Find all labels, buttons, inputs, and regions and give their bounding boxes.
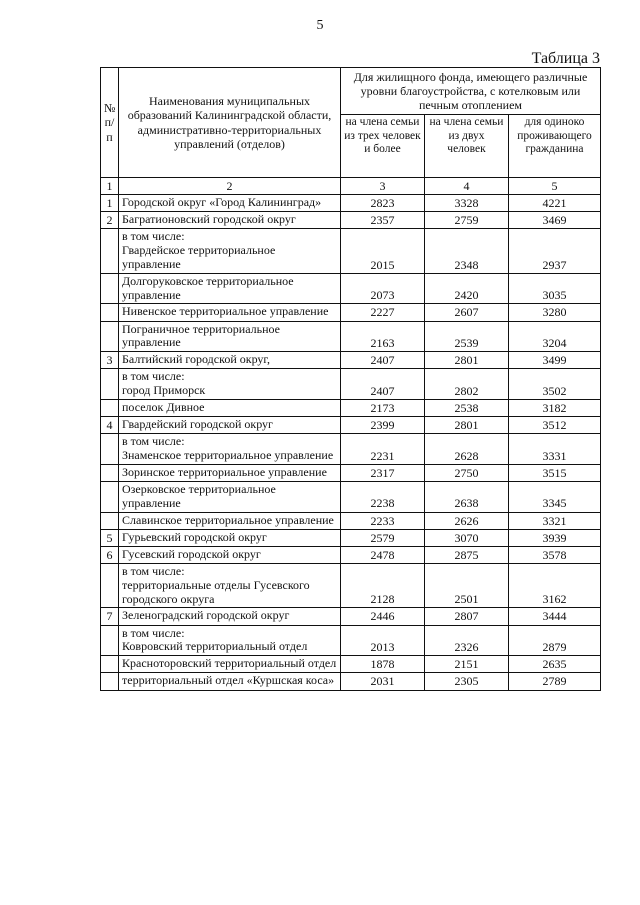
value-cell: 2607 [425,304,509,321]
value-cell: 2802 [425,369,509,400]
row-number: 4 [101,417,119,434]
row-number [101,304,119,321]
row-name-cell [119,564,341,608]
index-cell: 5 [509,178,601,195]
value-cell: 2638 [425,482,509,513]
value-cell: 3499 [509,352,601,369]
value-cell: 2031 [341,673,425,690]
value-cell: 2317 [341,464,425,481]
allowance-table [100,67,601,691]
value-cell: 1878 [341,656,425,673]
table-row [101,212,601,229]
row-name: Славинское территориальное управление [122,512,334,527]
value-cell: 2801 [425,417,509,434]
row-name: Озерковское территориальное управление [122,482,276,510]
row-name: Пограничное территориальное управление [122,321,280,350]
row-name-cell [119,273,341,304]
value-cell: 2478 [341,546,425,563]
value-cell: 2015 [341,229,425,273]
table-row [101,529,601,546]
value-cell: 2238 [341,482,425,513]
value-cell: 2305 [425,673,509,690]
row-name-cell [119,656,341,673]
header-sub-single: для одиноко проживающего гражданина [509,115,601,178]
row-name-cell [119,212,341,229]
row-prefix: в том числе: [122,434,185,449]
value-cell: 3512 [509,417,601,434]
table-row [101,564,601,608]
row-prefix: в том числе: [122,625,185,640]
row-name-cell [119,417,341,434]
row-name: Балтийский городской округ, [122,352,270,367]
row-number [101,273,119,304]
table-row [101,229,601,273]
index-cell: 2 [119,178,341,195]
row-name-cell [119,608,341,625]
value-cell: 3345 [509,482,601,513]
row-name-cell [119,195,341,212]
row-name: территориальный отдел «Куршская коса» [122,673,335,688]
value-cell: 2233 [341,512,425,529]
value-cell: 3515 [509,464,601,481]
row-number [101,512,119,529]
value-cell: 2407 [341,369,425,400]
row-name-cell [119,482,341,513]
table-row [101,352,601,369]
value-cell: 2750 [425,464,509,481]
row-name: Гвардейское территориальное управление [122,243,276,272]
row-name: Гурьевский городской округ [122,529,267,544]
value-cell: 2399 [341,417,425,434]
page-number: 5 [316,18,324,33]
value-cell: 3070 [425,529,509,546]
row-name: город Приморск [122,383,206,398]
value-cell: 2807 [425,608,509,625]
value-cell: 2875 [425,546,509,563]
value-cell: 3204 [509,321,601,352]
row-name-cell [119,546,341,563]
row-number [101,434,119,465]
row-prefix: в том числе: [122,369,185,384]
index-cell: 3 [341,178,425,195]
row-name: Нивенское территориальное управление [122,304,329,319]
row-name: Красноторовский территориальный отдел [122,656,337,671]
table-row [101,399,601,416]
row-number: 5 [101,529,119,546]
row-name-cell [119,369,341,400]
header-sub-three: на члена семьи из трех человек и более [341,115,425,178]
value-cell: 2801 [425,352,509,369]
row-number [101,564,119,608]
row-number: 6 [101,546,119,563]
value-cell: 3182 [509,399,601,416]
value-cell: 2626 [425,512,509,529]
row-number: 7 [101,608,119,625]
table-row [101,417,601,434]
row-name: Гусевский городской округ [122,546,261,561]
table-row [101,546,601,563]
value-cell: 3939 [509,529,601,546]
row-prefix: в том числе: [122,229,185,244]
row-name-cell [119,625,341,656]
row-name-cell [119,673,341,690]
table-row [101,434,601,465]
row-number [101,369,119,400]
value-cell: 2446 [341,608,425,625]
row-name: территориальные отделы Гусевского городского округа [122,577,310,606]
row-number: 2 [101,212,119,229]
row-number [101,321,119,352]
value-cell: 2348 [425,229,509,273]
row-name: Городской округ «Город Калининград» [122,195,322,210]
value-cell: 2013 [341,625,425,656]
row-name-cell [119,321,341,352]
row-number [101,399,119,416]
row-name: Гвардейский городской округ [122,417,273,432]
index-cell: 1 [101,178,119,195]
row-name-cell [119,512,341,529]
value-cell: 3280 [509,304,601,321]
value-cell: 2357 [341,212,425,229]
row-number [101,229,119,273]
value-cell: 2635 [509,656,601,673]
value-cell: 2407 [341,352,425,369]
table-row [101,482,601,513]
value-cell: 2538 [425,399,509,416]
value-cell: 3331 [509,434,601,465]
row-number: 3 [101,352,119,369]
value-cell: 2579 [341,529,425,546]
table-row [101,369,601,400]
header-num: № п/п [101,68,119,178]
header-group: Для жилищного фонда, имеющего различные уровни благоустройства, с котелковым или печным отоплением [341,68,601,115]
table-row [101,273,601,304]
header-sub-two: на члена семьи из двух человек [425,115,509,178]
row-name-cell [119,464,341,481]
row-name-cell [119,399,341,416]
table-row [101,464,601,481]
row-name: Багратионовский городской округ [122,212,296,227]
header-name: Наименования муниципальных образований Калининградской области, административно-территориальных управлений (отделов) [119,68,341,178]
row-number [101,673,119,690]
value-cell: 3162 [509,564,601,608]
table-row [101,656,601,673]
index-cell: 4 [425,178,509,195]
table-row [101,304,601,321]
row-number [101,482,119,513]
row-number [101,625,119,656]
value-cell: 3328 [425,195,509,212]
value-cell: 3321 [509,512,601,529]
value-cell: 3502 [509,369,601,400]
row-name: Знаменское территориальное управление [122,448,334,463]
row-name: Ковровский территориальный отдел [122,639,308,654]
value-cell: 3469 [509,212,601,229]
value-cell: 2879 [509,625,601,656]
value-cell: 3035 [509,273,601,304]
row-number [101,656,119,673]
row-name: Зеленоградский городской округ [122,608,290,623]
value-cell: 2823 [341,195,425,212]
row-name-cell [119,352,341,369]
value-cell: 2759 [425,212,509,229]
value-cell: 2173 [341,399,425,416]
table-label: Таблица 3 [531,50,600,67]
table-row [101,321,601,352]
value-cell: 2231 [341,434,425,465]
value-cell: 2501 [425,564,509,608]
value-cell: 2628 [425,434,509,465]
row-prefix: в том числе: [122,564,185,579]
value-cell: 2163 [341,321,425,352]
row-name-cell [119,434,341,465]
row-name: Зоринское территориальное управление [122,464,327,479]
header-index-row [101,178,601,195]
row-number: 1 [101,195,119,212]
value-cell: 2539 [425,321,509,352]
value-cell: 2326 [425,625,509,656]
value-cell: 2128 [341,564,425,608]
table-row [101,608,601,625]
row-name: Долгоруковское территориальное управление [122,273,294,302]
value-cell: 3578 [509,546,601,563]
row-name-cell [119,529,341,546]
value-cell: 2073 [341,273,425,304]
value-cell: 2937 [509,229,601,273]
value-cell: 2789 [509,673,601,690]
value-cell: 4221 [509,195,601,212]
row-name: поселок Дивное [122,399,205,414]
value-cell: 3444 [509,608,601,625]
table-row [101,195,601,212]
value-cell: 2420 [425,273,509,304]
table-row [101,673,601,690]
table-row [101,625,601,656]
row-number [101,464,119,481]
value-cell: 2227 [341,304,425,321]
table-row [101,512,601,529]
row-name-cell [119,304,341,321]
value-cell: 2151 [425,656,509,673]
row-name-cell [119,229,341,273]
